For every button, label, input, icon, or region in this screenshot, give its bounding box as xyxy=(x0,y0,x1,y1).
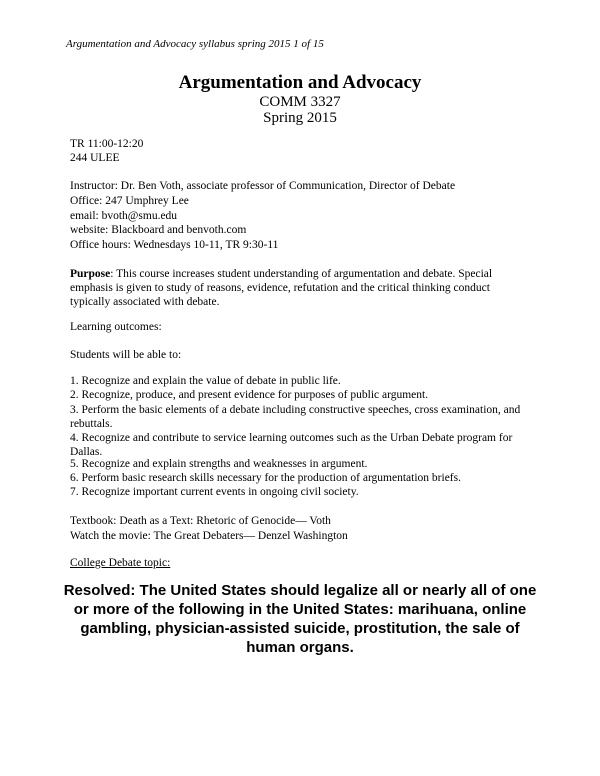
students-will-line: Students will be able to: xyxy=(70,349,182,361)
outcome-item: 5. Recognize and explain strengths and weaknesses in argument. xyxy=(70,458,368,470)
debate-resolution: Resolved: The United States should legalize all or nearly all of one or more of the following in the United States: marihuana, online gambling, physician-assisted suicide, prostitution, the sale of human organs. xyxy=(63,582,537,656)
office-line: Office: 247 Umphrey Lee xyxy=(70,195,189,207)
running-header: Argumentation and Advocacy syllabus spring 2015 1 of 15 xyxy=(66,38,324,50)
purpose-label: Purpose xyxy=(70,268,111,280)
office-hours-line: Office hours: Wednesdays 10-11, TR 9:30-11 xyxy=(70,239,279,251)
outcome-item: 4. Recognize and contribute to service learning outcomes such as the Urban Debate program for Dallas. xyxy=(70,432,513,458)
class-time: TR 11:00-12:20 xyxy=(70,138,144,150)
outcome-item: 6. Perform basic research skills necessary for the production of argumentation briefs. xyxy=(70,472,461,484)
outcome-item: 3. Perform the basic elements of a debate including constructive speeches, cross examination, and rebuttals. xyxy=(70,404,521,430)
debate-topic-label: College Debate topic: xyxy=(70,557,171,569)
outcome-item: 2. Recognize, produce, and present evidence for purposes of public argument. xyxy=(70,389,429,401)
document-title: Argumentation and Advocacy xyxy=(178,72,422,93)
instructor-line: Instructor: Dr. Ben Voth, associate professor of Communication, Director of Debate xyxy=(70,180,456,192)
class-room: 244 ULEE xyxy=(70,152,120,164)
purpose-text: : This course increases student understanding of argumentation and debate. Special emphasis is given to study of reasons, evidence, refutation and the critical thinking conduct typically associated with debate. xyxy=(70,268,493,308)
outcome-item: 1. Recognize and explain the value of debate in public life. xyxy=(70,375,341,387)
outcome-item: 7. Recognize important current events in ongoing civil society. xyxy=(70,486,359,498)
learning-outcomes-heading: Learning outcomes: xyxy=(70,321,162,333)
term: Spring 2015 xyxy=(263,110,337,126)
movie-line: Watch the movie: The Great Debaters— Denzel Washington xyxy=(70,530,348,542)
course-code: COMM 3327 xyxy=(259,94,341,110)
purpose-paragraph xyxy=(70,267,532,309)
website-line: website: Blackboard and benvoth.com xyxy=(70,224,247,236)
email-line: email: bvoth@smu.edu xyxy=(70,210,178,222)
textbook-line: Textbook: Death as a Text: Rhetoric of Genocide— Voth xyxy=(70,515,331,527)
